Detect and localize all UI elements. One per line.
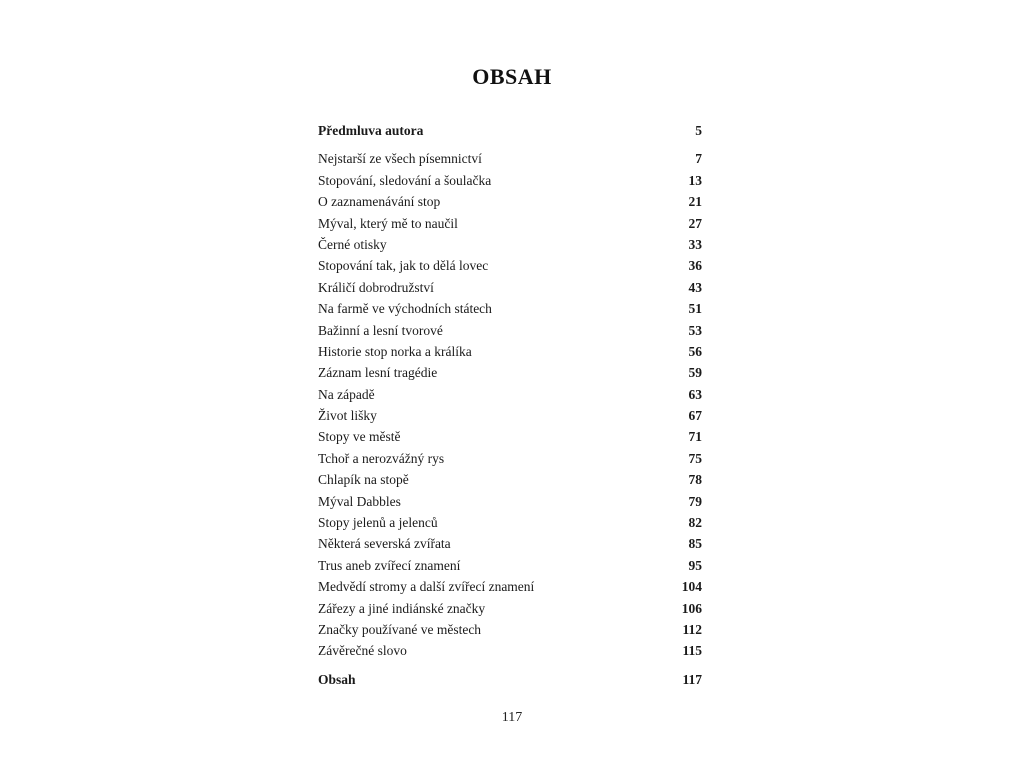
toc-entry-page: 115 <box>682 643 702 659</box>
toc-entry-page: 36 <box>688 258 702 274</box>
toc-entry-contents <box>318 669 704 690</box>
toc-entry-label: Závěrečné slovo <box>318 643 407 659</box>
toc-entry-page: 85 <box>688 536 702 552</box>
toc-entry-label: Značky používané ve městech <box>318 621 482 637</box>
toc-entry-page: 82 <box>688 515 702 531</box>
toc-entry <box>318 491 704 512</box>
toc-entry-page: 7 <box>695 151 702 167</box>
toc-entries-list <box>318 148 704 661</box>
toc-entry <box>318 384 704 405</box>
toc-entry <box>318 170 704 191</box>
toc-entry-label: Medvědí stromy a další zvířecí znamení <box>318 579 535 595</box>
toc-entry-label: Stopování tak, jak to dělá lovec <box>318 258 489 274</box>
toc-entry-page: 95 <box>688 557 702 573</box>
toc-entry <box>318 619 704 640</box>
toc-entry-label: Zářezy a jiné indiánské značky <box>318 600 486 616</box>
toc-entry-page: 59 <box>688 365 702 381</box>
toc-entry <box>318 320 704 341</box>
toc-entry-label: Černé otisky <box>318 236 387 252</box>
toc-entry-page: 33 <box>688 236 702 252</box>
page-number: 117 <box>501 710 523 725</box>
toc-entry <box>318 469 704 490</box>
toc-entry-label: Nejstarší ze všech písemnictví <box>318 151 482 167</box>
toc-entry-page: 43 <box>688 279 702 295</box>
toc-entry-label: Bažinní a lesní tvorové <box>318 322 443 338</box>
toc-entry-label: Králičí dobrodružství <box>318 279 434 295</box>
toc-entry <box>318 341 704 362</box>
toc-entry <box>318 598 704 619</box>
toc-entry <box>318 555 704 576</box>
toc-entry-label: Trus aneb zvířecí znamení <box>318 557 461 573</box>
toc-entry-page: 63 <box>688 386 702 402</box>
toc-entry-page: 13 <box>688 172 702 188</box>
toc-entry <box>318 533 704 554</box>
toc-entry <box>318 277 704 298</box>
toc-entry-page: 104 <box>681 579 702 595</box>
toc-entry-page: 79 <box>688 493 702 509</box>
toc-entry <box>318 640 704 661</box>
toc-entry-label: Tchoř a nerozvážný rys <box>318 450 445 466</box>
toc-entry <box>318 255 704 276</box>
toc-entry-page: 71 <box>688 429 702 445</box>
toc-entry-page: 75 <box>688 450 702 466</box>
toc-entry-page: 106 <box>681 600 702 616</box>
toc-entry <box>318 512 704 533</box>
toc-entry-page: 112 <box>682 621 702 637</box>
toc-entry-page: 56 <box>688 343 702 359</box>
toc-entry-page: 78 <box>688 472 702 488</box>
toc-entry-label: Některá severská zvířata <box>318 536 451 552</box>
toc-entry-page: 53 <box>688 322 702 338</box>
toc-entry <box>318 191 704 212</box>
page-title: OBSAH <box>472 64 552 89</box>
toc-entry-page: 5 <box>695 123 702 138</box>
toc-entry-label: Stopy jelenů a jelenců <box>318 515 438 531</box>
toc-entry-label: O zaznamenávání stop <box>318 194 441 210</box>
toc-entry-label: Chlapík na stopě <box>318 472 409 488</box>
toc-entry-label: Historie stop norka a králíka <box>318 343 472 359</box>
toc-entry-page: 21 <box>688 194 702 210</box>
toc-entry <box>318 148 704 169</box>
toc-entry-page: 51 <box>688 301 702 317</box>
toc-entry-label: Stopy ve městě <box>318 429 401 445</box>
toc-entry-label: Stopování, sledování a šoulačka <box>318 172 492 188</box>
toc-entry <box>318 576 704 597</box>
toc-entry-page: 67 <box>688 408 702 424</box>
toc-entry-label: Na západě <box>318 386 375 402</box>
toc-entry-label: Na farmě ve východních státech <box>318 301 492 317</box>
toc-entry <box>318 234 704 255</box>
toc-entry-label: Záznam lesní tragédie <box>318 365 438 381</box>
toc-entry-page: 27 <box>688 215 702 231</box>
toc-entry <box>318 448 704 469</box>
toc-entry <box>318 213 704 234</box>
toc-entry-label: Mýval Dabbles <box>318 493 401 509</box>
toc-entry-label: Obsah <box>318 671 356 687</box>
table-of-contents <box>318 120 704 690</box>
toc-entry <box>318 362 704 383</box>
toc-entry-label: Předmluva autora <box>318 123 424 138</box>
toc-entry <box>318 405 704 426</box>
toc-entry-label: Mýval, který mě to naučil <box>318 215 458 231</box>
toc-entry <box>318 426 704 447</box>
toc-entry-page: 117 <box>682 671 702 687</box>
toc-entry-label: Život lišky <box>318 408 377 424</box>
toc-entry-preface <box>318 120 704 141</box>
toc-entry <box>318 298 704 319</box>
